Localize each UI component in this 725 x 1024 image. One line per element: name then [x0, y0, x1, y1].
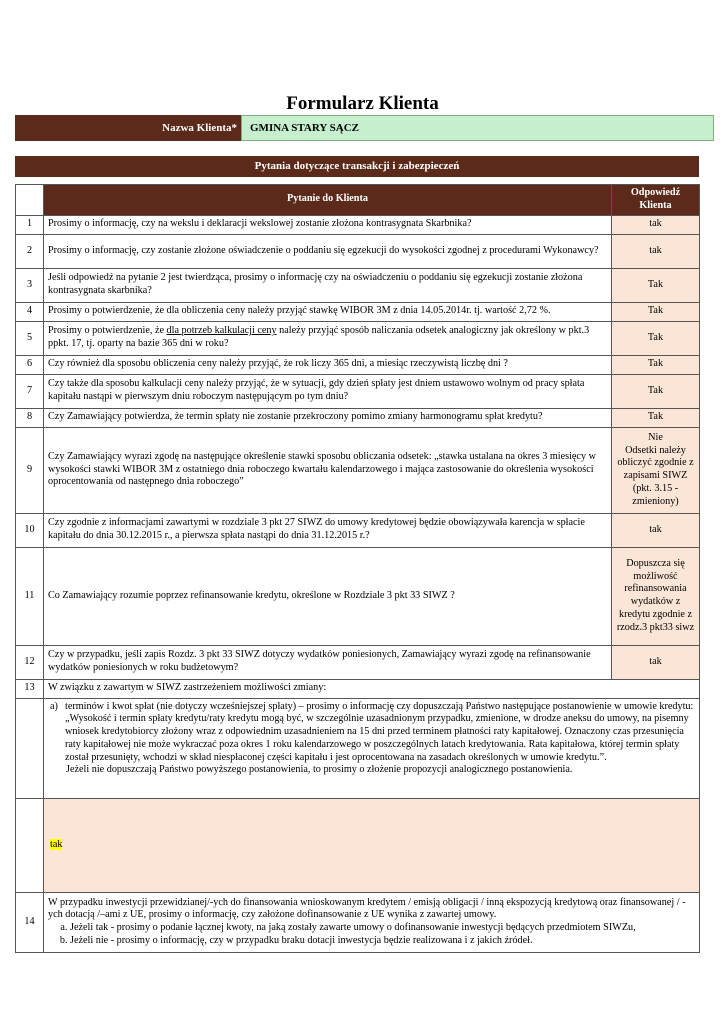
table-row	[16, 321, 700, 355]
question-text: Czy zgodnie z informacjami zawartymi w rozdziale 3 pkt 27 SIWZ do umowy kredytowej będzie obowiązywała karencja w spłacie kapitału do dnia 30.12.2015 r., a pierwsza spłata nastąpi do dnia 31.12.2015 r.?	[44, 513, 612, 547]
table-row	[16, 427, 700, 513]
page-title: Formularz Klienta	[286, 93, 439, 114]
question-number: 10	[16, 513, 44, 547]
table-row	[16, 268, 700, 302]
answer-cell[interactable]: Tak	[612, 374, 700, 408]
question-text	[44, 892, 700, 952]
question-text: Czy również dla sposobu obliczenia ceny należy przyjąć, że rok liczy 365 dni, a miesiąc rzeczywistą liczbę dni ?	[44, 355, 612, 374]
question-number: 11	[16, 547, 44, 645]
answer-cell[interactable]: tak	[612, 513, 700, 547]
underlined-phrase: dla potrzeb kalkulacji ceny	[166, 325, 277, 337]
question-number: 1	[16, 215, 44, 234]
question-text: Prosimy o informację, czy zostanie złożone oświadczenie o poddaniu się egzekucji do wysokości zgodnej z procedurami Wykonawcy?	[44, 234, 612, 268]
table-row	[16, 892, 700, 952]
answer-cell[interactable]: tak	[612, 645, 700, 679]
question-number: 12	[16, 645, 44, 679]
answer-line: Odsetki należy obliczyć zgodnie z zapisami SIWZ (pkt. 3.15 - zmieniony)	[617, 444, 694, 507]
sub-item-note: Jeżeli nie dopuszczają Państwo powyższego postanowienia, to prosimy o złożenie propozycji analogicznego postanowienia.	[66, 764, 573, 776]
list-item: a. Jeżeli tak - prosimy o podanie łącznej kwoty, na jaką zostały zawarte umowy o dofinansowanie inwestycji będących przedmiotem SIWZu,	[70, 922, 695, 935]
question-text: Czy Zamawiający wyrazi zgodę na następujące określenie stawki sposobu obliczania odsetek: „stawka ustalana na okres 3 miesięcy w wysokości stawki WIBOR 3M z ostatniego dnia roboczego kwartału kalendarzowego i mająca zastosowanie do określenia wysokości oprocentowania od następnego dnia roboczego”	[44, 427, 612, 513]
question-number: 9	[16, 427, 44, 513]
table-row	[16, 547, 700, 645]
table-row	[16, 215, 700, 234]
table-row	[16, 355, 700, 374]
question-14-list	[48, 922, 695, 948]
question-text: Prosimy o informację, czy na wekslu i deklaracji wekslowej zostanie złożona kontrasygnata Skarbnika?	[44, 215, 612, 234]
answer-column-header: Odpowiedź Klienta	[612, 185, 700, 216]
table-row	[16, 374, 700, 408]
table-row	[16, 234, 700, 268]
section-header: Pytania dotyczące transakcji i zabezpieczeń	[15, 156, 699, 177]
question-text: Prosimy o potwierdzenie, że dla obliczenia ceny należy przyjąć stawkę WIBOR 3M z dnia 14.05.2014r. tj. wartość 2,72 %.	[44, 302, 612, 321]
sub-item-text: terminów i kwot spłat (nie dotyczy wcześniejszej spłaty) – prosimy o informację czy dopuszczają Państwo następujące postanowienie w umowie kredytu: „Wysokość i termin spłaty kredytu/raty kredytu mogą być, w szczególnie uzasadnionym przypadku, zmienione, w drodze aneksu do umowy, na pisemny wniosek kredytobiorcy złożony wraz z odpowiednim uzasadnieniem na 15 dni przed terminem płatności raty kapitałowej. Oznaczony czas przesunięcia raty kapitałowej nie może wykraczać poza okres 1 roku kalendarzowego w poszczególnych latach kredytowania. Rata kapitałowa, której termin spłaty został przesunięty, wchodzi w skład niespłaconej części kapitału i jest oprocentowana na zasadach określonych w umowie kredytu.”.	[65, 700, 694, 763]
client-name-label: Nazwa Klienta*	[15, 115, 241, 141]
answer-cell[interactable]: Tak	[612, 408, 700, 427]
answer-cell[interactable]: Tak	[612, 302, 700, 321]
answer-text: tak	[50, 838, 63, 850]
table-row	[16, 645, 700, 679]
answer-cell[interactable]: Tak	[612, 355, 700, 374]
client-name-value[interactable]: GMINA STARY SĄCZ	[241, 115, 714, 141]
question-number: 5	[16, 321, 44, 355]
table-row	[16, 513, 700, 547]
question-text	[44, 321, 612, 355]
table-row	[16, 408, 700, 427]
answer-cell[interactable]	[44, 798, 700, 892]
question-column-header: Pytanie do Klienta	[44, 185, 612, 216]
answer-cell[interactable]: Tak	[612, 321, 700, 355]
answer-cell[interactable]: tak	[612, 215, 700, 234]
answer-cell[interactable]: Tak	[612, 268, 700, 302]
question-text: Czy także dla sposobu kalkulacji ceny należy przyjąć, że w sytuacji, gdy dzień spłaty jest dniem ustawowo wolnym od pracy spłata kapitału nastąpi w pierwszym dniu roboczym następującym po tym dniu?	[44, 374, 612, 408]
question-14-text: W przypadku inwestycji przewidzianej/-ych do finansowania wnioskowanym kredytem / emisją obligacji / inną ekspozycją kredytową oraz finansowanej / -ych dotacją /–ami z UE, prosimy o informację, czy założone dofinansowanie z UE wynika z zawartej umowy.	[48, 896, 686, 921]
client-name-row	[15, 115, 699, 141]
question-text: Jeśli odpowiedź na pytanie 2 jest twierdząca, prosimy o informację czy na oświadczeniu o poddaniu się egzekucji zostanie złożona kontrasygnata skarbnika?	[44, 268, 612, 302]
question-number: 13	[16, 679, 44, 698]
question-number: 8	[16, 408, 44, 427]
table-row	[16, 798, 700, 892]
question-text-part: Prosimy o potwierdzenie, że	[48, 325, 167, 337]
list-item: b. Jeżeli nie - prosimy o informację, czy w przypadku braku dotacji inwestycja będzie realizowana i z jakich źródeł.	[70, 935, 695, 948]
answer-cell[interactable]: Dopuszcza się możliwość refinansowania wydatków z kredytu zgodnie z rzodz.3 pkt33 siwz	[612, 547, 700, 645]
answer-cell[interactable]	[612, 427, 700, 513]
question-number: 7	[16, 374, 44, 408]
question-text: Czy Zamawiający potwierdza, że termin spłaty nie zostanie przekroczony pomimo zmiany harmonogramu spłat kredytu?	[44, 408, 612, 427]
answer-cell[interactable]: tak	[612, 234, 700, 268]
table-row	[16, 302, 700, 321]
question-13a-text	[44, 698, 700, 798]
question-text: Co Zamawiający rozumie poprzez refinansowanie kredytu, określone w Rozdziale 3 pkt 33 SIWZ ?	[44, 547, 612, 645]
sub-item-prefix: a)	[50, 700, 58, 712]
question-number: 6	[16, 355, 44, 374]
question-number: 2	[16, 234, 44, 268]
sub-item	[50, 701, 695, 765]
question-number: 3	[16, 268, 44, 302]
table-row	[16, 698, 700, 798]
questions-table	[15, 184, 700, 953]
question-text: Czy w przypadku, jeśli zapis Rozdz. 3 pkt 33 SIWZ dotyczy wydatków poniesionych, Zamawiający wyrazi zgodę na refinansowanie wydatków poniesionych w roku budżetowym?	[44, 645, 612, 679]
question-text-part: należy przyjąć sposób naliczania odsetek analogiczny jak określony w pkt.3 ppkt. 17, tj. oparty na bazie 365 dni w roku?	[48, 325, 590, 349]
table-header-row	[16, 185, 700, 216]
question-number: 14	[16, 892, 44, 952]
question-number: 4	[16, 302, 44, 321]
table-row	[16, 679, 700, 698]
answer-line: Nie	[648, 431, 663, 443]
question-text: W związku z zawartym w SIWZ zastrzeżeniem możliwości zmiany:	[44, 679, 700, 698]
